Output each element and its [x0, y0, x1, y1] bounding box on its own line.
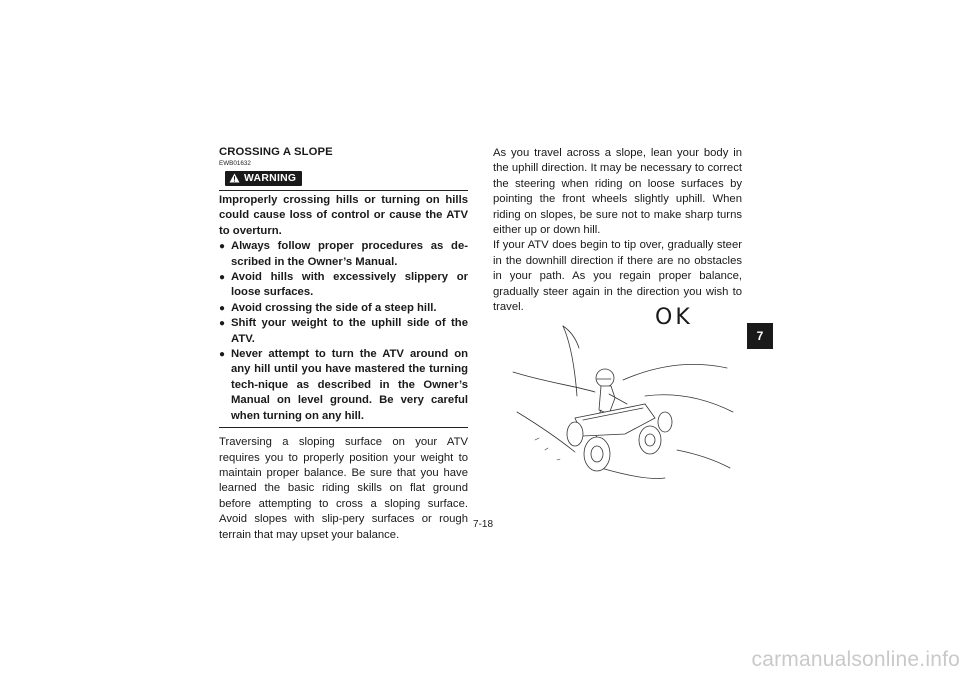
list-item: ● Avoid hills with excessively slippery or loose surfaces. [219, 271, 468, 299]
left-column [219, 146, 468, 543]
warning-badge [225, 171, 302, 186]
warning-bullet-list [219, 239, 468, 424]
bullet-dot-icon: ● [219, 302, 226, 314]
list-item: ● Always follow proper procedures as de-scribed in the Owner’s Manual. [219, 240, 468, 268]
atv-slope-illustration [505, 300, 750, 495]
right-column [493, 146, 742, 315]
bullet-dot-icon: ● [219, 241, 226, 253]
right-body-paragraph-2: If your ATV does begin to tip over, gradually steer in the downhill direction if there are no obstacles in your path. As you regain proper balance, gradually steer again in the direction you wish to travel. [493, 239, 742, 314]
list-item: ● Shift your weight to the uphill side of the ATV. [219, 317, 468, 345]
warning-triangle-icon [229, 173, 240, 183]
watermark: carmanualsonline.info [751, 648, 960, 671]
warning-intro: Improperly crossing hills or turning on hills could cause loss of control or cause the ATV to overturn. [219, 194, 468, 237]
chapter-tab: 7 [747, 323, 773, 349]
right-body-paragraph-1: As you travel across a slope, lean your body in the uphill direction. It may be necessary to correct the steering when riding on loose surfaces by pointing the front wheels slightly uphill. When riding on slopes, be sure not to make sharp turns either up or down hill. [493, 147, 742, 237]
bullet-dot-icon: ● [219, 318, 226, 330]
list-item: ● Never attempt to turn the ATV around on any hill until you have mastered the turning tech-nique as described in the Owner’s Manual on level ground. Be very careful when turning on any hill. [219, 348, 468, 422]
warning-header [219, 170, 468, 191]
list-item: ● Avoid crossing the side of a steep hill. [219, 301, 468, 316]
bullet-dot-icon: ● [219, 272, 226, 284]
reference-code: EWB01632 [219, 160, 251, 167]
ok-label: OK [655, 305, 693, 330]
warning-label: WARNING [244, 172, 297, 184]
page-number: 7-18 [472, 519, 493, 530]
section-title: CROSSING A SLOPE [219, 146, 333, 158]
left-body-paragraph: Traversing a sloping surface on your ATV requires you to properly position your weight to maintain proper balance. Be sure that you have learned the basic riding skills on flat ground before attempting to cross a sloping surface. Avoid slopes with slip-pery surfaces or rough terrain that may upset your balance. [219, 436, 468, 541]
bullet-dot-icon: ● [219, 349, 226, 361]
warning-body [219, 193, 468, 428]
